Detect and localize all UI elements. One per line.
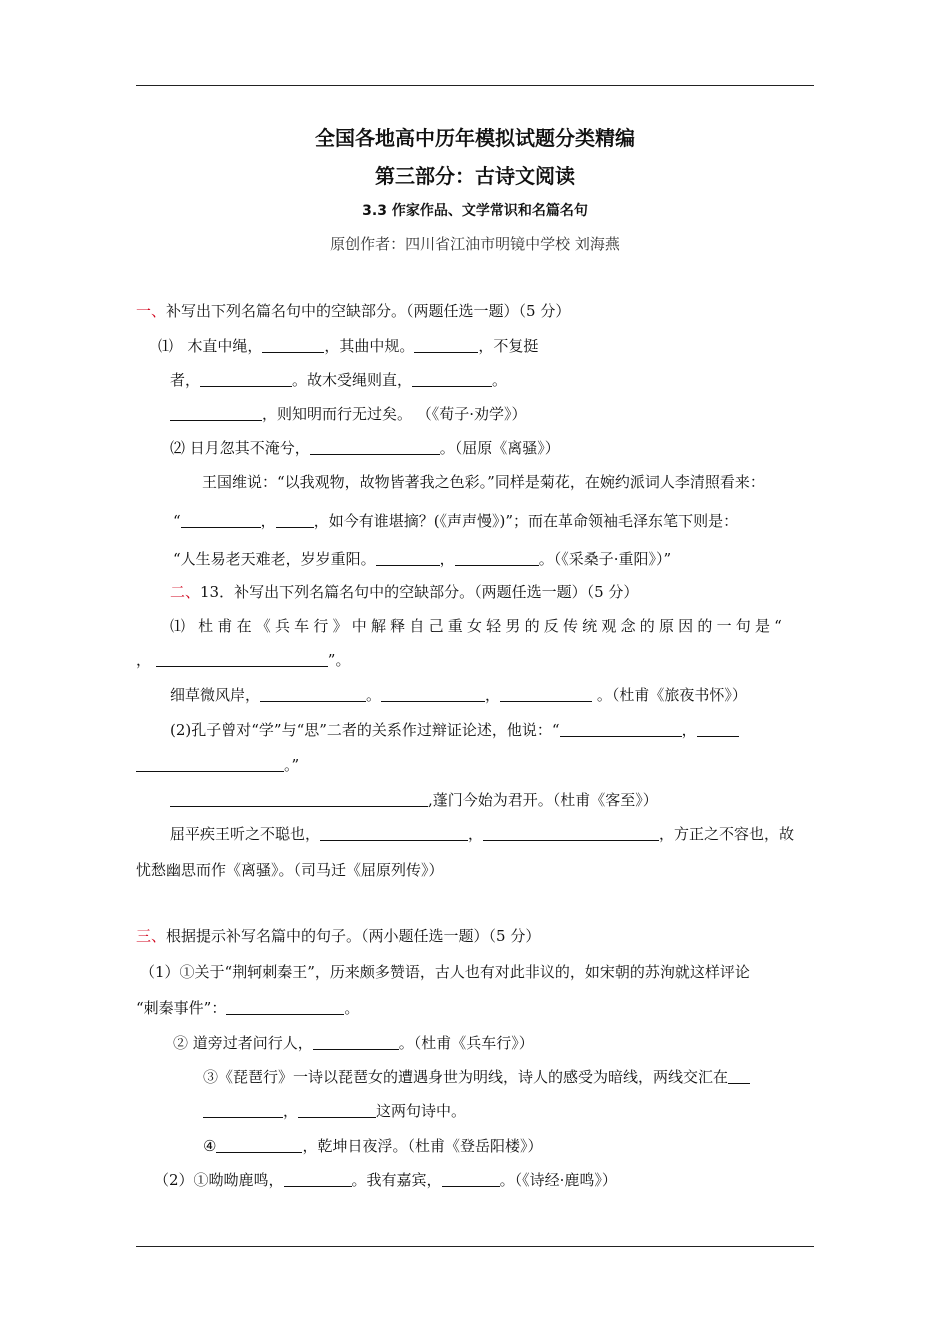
- s2-q5-line1: 屈平疾王听之不聪也， ， ，方正之不容也，故: [170, 825, 795, 843]
- s3-q1-line1: （1）①关于“荆轲刺秦王”，历来颇多赞语，古人也有对此非议的，如宋朝的苏洵就这样评论: [140, 963, 750, 981]
- blank[interactable]: [697, 722, 739, 737]
- blank[interactable]: [284, 1172, 352, 1187]
- blank[interactable]: [276, 513, 314, 528]
- s2-q2: 细草微风岸， 。 ， 。（杜甫《旅夜书怀》）: [170, 686, 747, 704]
- blank[interactable]: [203, 1103, 283, 1118]
- s2-q4: ,蓬门今始为君开。（杜甫《客至》）: [170, 790, 658, 810]
- s2-q3-line1: (2)孔子曾对“学”与“思”二者的关系作过辩证论述，他说：“ ，: [170, 720, 739, 740]
- s3-q3-line1: ③《琵琶行》一诗以琵琶女的遭遇身世为明线，诗人的感受为暗线，两线交汇在: [203, 1067, 750, 1087]
- section3-intro: 根据提示补写名篇中的句子。（两小题任选一题）（5 分）: [166, 927, 541, 945]
- bottom-rule: [136, 1246, 814, 1247]
- s2-q1-line2: ， ”。: [136, 651, 351, 669]
- s1-q3-line3: “人生易老天难老，岁岁重阳。 ， 。（《采桑子·重阳》）”: [173, 550, 672, 568]
- blank[interactable]: [170, 792, 428, 807]
- author-line: 原创作者：四川省江油市明镜中学校 刘海燕: [330, 235, 620, 253]
- section1-heading: [136, 301, 570, 321]
- blank[interactable]: [455, 551, 539, 566]
- blank[interactable]: [260, 687, 366, 702]
- blank[interactable]: [200, 372, 292, 387]
- blank[interactable]: [298, 1103, 376, 1118]
- section2-heading: [170, 582, 638, 602]
- s1-q2: ⑵ 日月忽其不淹兮， 。（屈原《离骚》）: [170, 439, 560, 457]
- blank[interactable]: [376, 551, 440, 566]
- section1-number: 一、: [136, 302, 167, 320]
- blank[interactable]: [728, 1069, 750, 1084]
- section3-number: 三、: [136, 927, 167, 945]
- section3-heading: [136, 926, 540, 946]
- blank[interactable]: [136, 757, 284, 772]
- section2-number: 二、: [170, 583, 201, 601]
- document-title: 全国各地高中历年模拟试题分类精编: [315, 126, 635, 150]
- blank[interactable]: [170, 406, 262, 421]
- s3-q2: ② 道旁过者问行人， 。（杜甫《兵车行》）: [173, 1034, 534, 1052]
- blank[interactable]: [156, 652, 328, 667]
- blank[interactable]: [483, 826, 659, 841]
- blank[interactable]: [381, 687, 485, 702]
- s2-q1-line1: ⑴ 杜甫在《兵车行》中解释自己重女轻男的反传统观念的原因的一句是“: [170, 617, 787, 635]
- blank[interactable]: [320, 826, 468, 841]
- blank[interactable]: [500, 687, 592, 702]
- s2-q3-line2: 。”: [136, 755, 299, 775]
- blank[interactable]: [313, 1035, 399, 1050]
- s2-q5-line2: 忧愁幽思而作《离骚》。（司马迁《屈原列传》）: [136, 861, 444, 879]
- section2-intro: 13．补写出下列名篇名句中的空缺部分。（两题任选一题）（5 分）: [200, 583, 639, 601]
- blank[interactable]: [412, 372, 492, 387]
- s3-q3-line2: ， 这两句诗中。: [203, 1101, 466, 1121]
- blank[interactable]: [442, 1172, 500, 1187]
- blank[interactable]: [414, 338, 478, 353]
- top-rule: [136, 85, 814, 86]
- blank[interactable]: [216, 1138, 302, 1153]
- section-title: 3.3 作家作品、文学常识和名篇名句: [362, 203, 588, 219]
- part-title: 第三部分：古诗文阅读: [375, 164, 575, 188]
- blank[interactable]: [262, 338, 324, 353]
- s1-q1-line2: 者， 。故木受绳则直， 。: [170, 371, 508, 389]
- s3-q4: ④ ，乾坤日夜浮。（杜甫《登岳阳楼》）: [203, 1137, 543, 1155]
- blank[interactable]: [310, 440, 440, 455]
- blank[interactable]: [560, 722, 682, 737]
- blank[interactable]: [181, 513, 261, 528]
- s1-q3-line2: “ ， ，如今有谁堪摘？(《声声慢》)”；而在革命领袖毛泽东笔下则是：: [173, 512, 739, 530]
- s3-q5: （2）①呦呦鹿鸣， 。我有嘉宾， 。（《诗经·鹿鸣》）: [154, 1171, 617, 1189]
- section1-intro: 补写出下列名篇名句中的空缺部分。（两题任选一题）（5 分）: [166, 302, 571, 320]
- blank[interactable]: [226, 1000, 344, 1015]
- s3-q1-line2: “刺秦事件”： 。: [136, 999, 360, 1017]
- s1-q1-line3: ，则知明而行无过矣。 （《荀子·劝学》）: [170, 404, 527, 424]
- s1-q3-line1: 王国维说：“以我观物，故物皆著我之色彩。”同样是菊花，在婉约派词人李清照看来：: [202, 473, 765, 491]
- s1-q1-line1: ⑴ 木直中绳， ，其曲中规。 ，不复挺: [158, 337, 539, 355]
